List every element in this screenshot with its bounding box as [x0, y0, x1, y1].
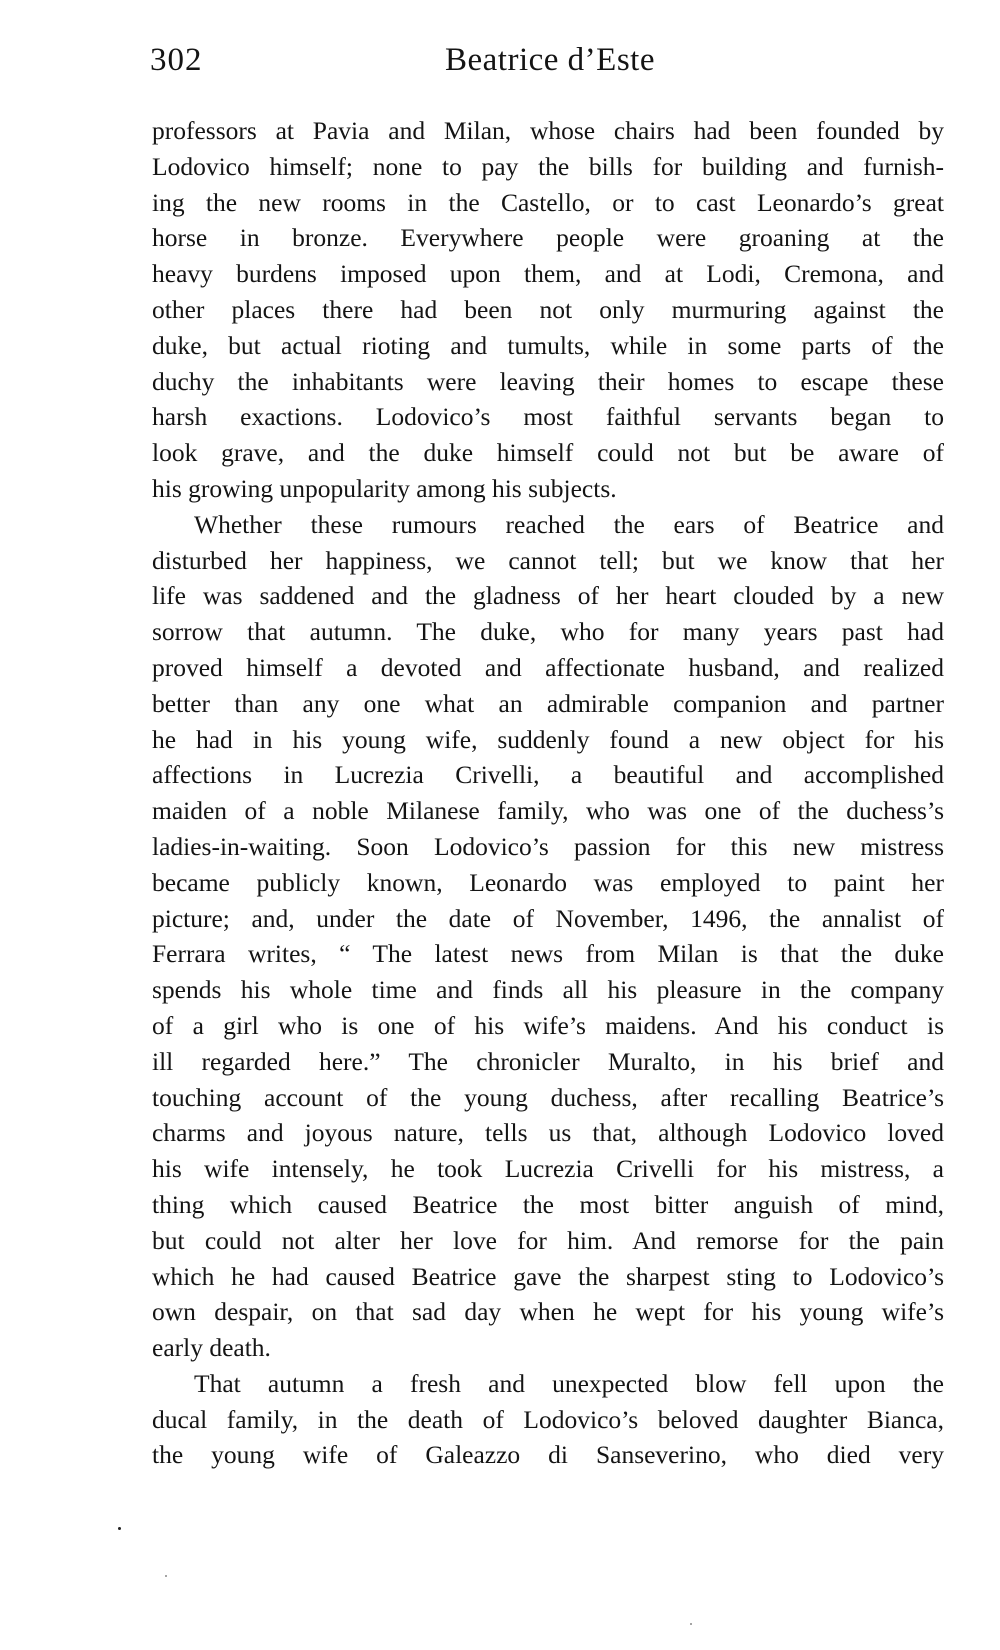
text-line: life was saddened and the gladness of her heart clouded by a new: [152, 581, 944, 611]
paragraph-1: [152, 113, 944, 507]
scan-speck: [690, 1623, 692, 1625]
text-line: proved himself a devoted and affectionate husband, and realized: [152, 652, 944, 682]
text-line: Whether these rumours reached the ears of Beatrice and: [194, 509, 944, 539]
text-line: ing the new rooms in the Castello, or to cast Leonardo’s great: [152, 187, 944, 217]
text-line: ladies-in-waiting. Soon Lodovico’s passion for this new mistress: [152, 831, 944, 861]
text-line: heavy burdens imposed upon them, and at Lodi, Cremona, and: [152, 259, 944, 289]
text-line: Lodovico himself; none to pay the bills for building and furnish-: [152, 151, 944, 181]
scan-speck: [165, 1575, 167, 1577]
text-line: look grave, and the duke himself could not but be aware of: [152, 438, 944, 468]
page-number: 302: [150, 42, 203, 78]
text-line: ducal family, in the death of Lodovico’s beloved daughter Bianca,: [152, 1404, 944, 1434]
text-line: picture; and, under the date of November, 1496, the annalist of: [152, 903, 944, 933]
page-header: [150, 42, 950, 92]
text-line: he had in his young wife, suddenly found a new object for his: [152, 724, 944, 754]
text-line: sorrow that autumn. The duke, who for many years past had: [152, 617, 944, 647]
text-line: thing which caused Beatrice the most bitter anguish of mind,: [152, 1189, 944, 1219]
text-line: Ferrara writes, “ The latest news from Milan is that the duke: [152, 939, 944, 969]
text-line: better than any one what an admirable companion and partner: [152, 688, 944, 718]
text-line: duchy the inhabitants were leaving their homes to escape these: [152, 366, 944, 396]
text-line: early death.: [152, 1333, 271, 1363]
body-text: [152, 113, 944, 1473]
text-line: charms and joyous nature, tells us that, although Lodovico loved: [152, 1118, 944, 1148]
running-title: Beatrice d’Este: [445, 42, 655, 78]
text-line: of a girl who is one of his wife’s maidens. And his conduct is: [152, 1010, 944, 1040]
text-line: maiden of a noble Milanese family, who was one of the duchess’s: [152, 796, 944, 826]
text-line: affections in Lucrezia Crivelli, a beautiful and accomplished: [152, 760, 944, 790]
text-line: professors at Pavia and Milan, whose chairs had been founded by: [152, 116, 944, 145]
text-line: disturbed her happiness, we cannot tell; but we know that her: [152, 545, 944, 575]
text-line: harsh exactions. Lodovico’s most faithful servants began to: [152, 402, 944, 432]
text-line: but could not alter her love for him. And remorse for the pain: [152, 1225, 944, 1255]
text-line: touching account of the young duchess, after recalling Beatrice’s: [152, 1082, 944, 1112]
text-line: ill regarded here.” The chronicler Muralto, in his brief and: [152, 1046, 944, 1076]
text-line: became publicly known, Leonardo was employed to paint her: [152, 867, 944, 897]
text-line: own despair, on that sad day when he wept for his young wife’s: [152, 1297, 944, 1327]
paragraph-2: [152, 507, 944, 1366]
text-line: That autumn a fresh and unexpected blow fell upon the: [194, 1368, 944, 1398]
text-line: his growing unpopularity among his subjects.: [152, 473, 617, 503]
text-line: horse in bronze. Everywhere people were groaning at the: [152, 223, 944, 253]
text-line: other places there had been not only murmuring against the: [152, 294, 944, 324]
text-line: spends his whole time and finds all his pleasure in the company: [152, 975, 944, 1005]
text-line: duke, but actual rioting and tumults, while in some parts of the: [152, 330, 944, 360]
scan-speck: [118, 1527, 121, 1530]
text-line: which he had caused Beatrice gave the sharpest sting to Lodovico’s: [152, 1261, 944, 1291]
text-line: his wife intensely, he took Lucrezia Crivelli for his mistress, a: [152, 1154, 944, 1184]
text-line: the young wife of Galeazzo di Sanseverino, who died very: [152, 1440, 944, 1470]
paragraph-3: [152, 1366, 944, 1473]
